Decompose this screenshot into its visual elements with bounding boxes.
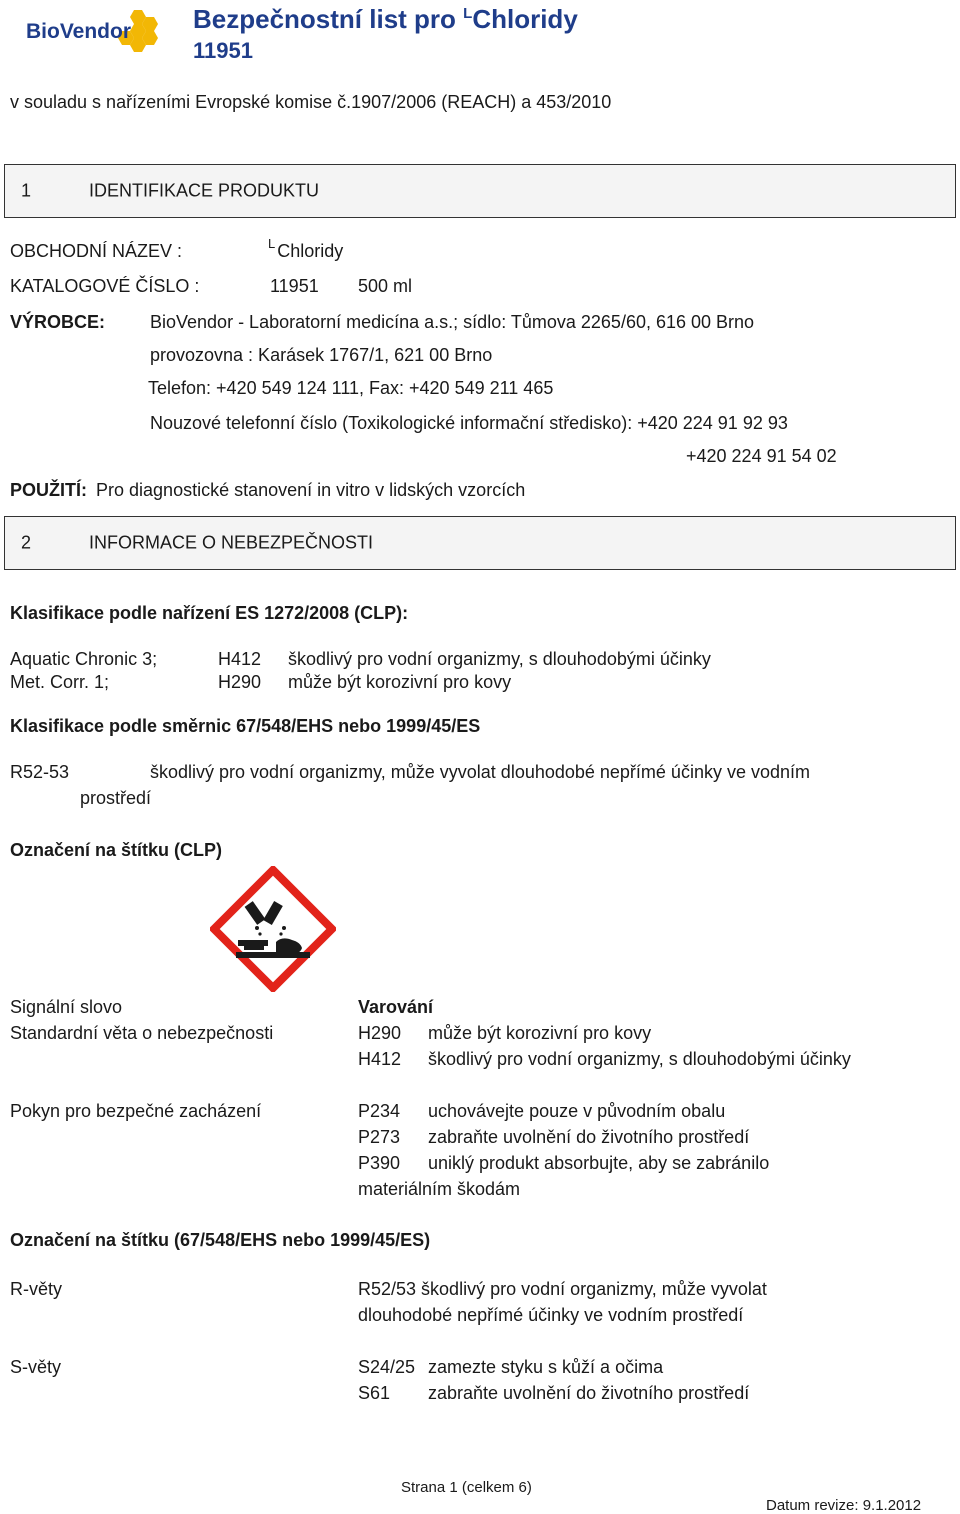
manufacturer-line5: +420 224 91 54 02 (686, 446, 837, 466)
s-code: S61 (358, 1383, 391, 1403)
revision-date: Datum revize: 9.1.2012 (766, 1497, 922, 1514)
clp-text: škodlivý pro vodní organizmy, s dlouhodobými účinky (288, 649, 711, 669)
clp-row (10, 672, 910, 696)
manufacturer-line3: Telefon: +420 549 124 111, Fax: +420 549 211 465 (148, 378, 554, 398)
dsd-heading: Klasifikace podle směrnic 67/548/EHS nebo 1999/45/ES (10, 716, 481, 736)
manufacturer-line2: provozovna : Karásek 1767/1, 621 00 Brno (150, 345, 493, 365)
clp-text: může být korozivní pro kovy (288, 672, 512, 692)
s-row (358, 1383, 918, 1407)
section2-header (4, 516, 956, 570)
title-main: Bezpečnostní list pro (193, 4, 464, 34)
r-sentences-line1: R52/53 škodlivý pro vodní organizmy, může vyvolat (358, 1279, 767, 1299)
section1-number: 1 (21, 180, 32, 201)
s-text: zamezte styku s kůží a očima (428, 1357, 664, 1377)
title-product: Chloridy (472, 4, 578, 34)
hazard-row (358, 1049, 918, 1073)
clp-code: H412 (218, 649, 262, 669)
page-title (193, 4, 578, 35)
r-sentences-line2: dlouhodobé nepřímé účinky ve vodním prostředí (358, 1305, 744, 1325)
section1-title: IDENTIFIKACE PRODUKTU (89, 180, 320, 201)
trade-name-value (268, 236, 343, 262)
r-code: R52-53 (10, 762, 70, 782)
title-number: 11951 (193, 38, 253, 63)
use-row (10, 480, 525, 501)
corrosion-pictogram-icon (210, 866, 336, 992)
r-sentences-label: R-věty (10, 1279, 63, 1299)
clp-class: Aquatic Chronic 3; (10, 649, 158, 669)
precaution-row (358, 1153, 918, 1177)
clp-class: Met. Corr. 1; (10, 672, 110, 692)
precaution-label: Pokyn pro bezpečné zacházení (10, 1101, 262, 1121)
catalog-label: KATALOGOVÉ ČÍSLO : (10, 276, 200, 296)
signal-word-value: Varování (358, 997, 434, 1017)
precaution-row (358, 1101, 918, 1125)
hazard-code: H412 (358, 1049, 402, 1069)
regulation-text: v souladu s nařízeními Evropské komise č.1907/2006 (REACH) a 453/2010 (10, 92, 612, 112)
manufacturer-line1: BioVendor - Laboratorní medicína a.s.; sídlo: Tůmova 2265/60, 616 00 Brno (150, 312, 755, 332)
clp-heading: Klasifikace podle nařízení ES 1272/2008 (CLP): (10, 603, 409, 623)
precaution-continuation: materiálním škodám (358, 1179, 521, 1199)
catalog-value: 11951 (270, 276, 319, 296)
label-clp-heading: Označení na štítku (CLP) (10, 840, 223, 860)
manufacturer-line4: Nouzové telefonní číslo (Toxikologické informační středisko): +420 224 91 92 93 (150, 413, 788, 433)
s-sentences-label: S-věty (10, 1357, 62, 1377)
manufacturer-label: VÝROBCE: (10, 312, 106, 332)
page-number: Strana 1 (celkem 6) (401, 1479, 532, 1496)
trade-name-text: Chloridy (277, 241, 344, 261)
hazard-row (358, 1023, 918, 1047)
trade-name-label: OBCHODNÍ NÁZEV : (10, 241, 183, 261)
precaution-code: P390 (358, 1153, 401, 1173)
hazard-label: Standardní věta o nebezpečnosti (10, 1023, 274, 1043)
clp-row (10, 649, 910, 673)
hazard-code: H290 (358, 1023, 402, 1043)
logo (22, 8, 162, 60)
use-value: Pro diagnostické stanovení in vitro v lidských vzorcích (96, 480, 526, 500)
precaution-text: zabraňte uvolnění do životního prostředí (428, 1127, 750, 1147)
s-code: S24/25 (358, 1357, 416, 1377)
section2-title: INFORMACE O NEBEZPEČNOSTI (89, 532, 374, 553)
logo-text: BioVendor (26, 20, 132, 43)
precaution-text: uniklý produkt absorbujte, aby se zabránilo (428, 1153, 770, 1173)
signal-word-label: Signální slovo (10, 997, 123, 1017)
title-sup: L (463, 5, 473, 22)
label-dsd-heading: Označení na štítku (67/548/EHS nebo 1999/45/ES) (10, 1230, 431, 1250)
hazard-text: škodlivý pro vodní organizmy, s dlouhodobými účinky (428, 1049, 851, 1069)
use-label: POUŽITÍ: (10, 480, 87, 500)
catalog-volume: 500 ml (358, 276, 413, 296)
r-text-line2: prostředí (80, 788, 152, 808)
clp-code: H290 (218, 672, 262, 692)
section1-header (4, 164, 956, 218)
s-text: zabraňte uvolnění do životního prostředí (428, 1383, 750, 1403)
precaution-text: uchovávejte pouze v původním obalu (428, 1101, 726, 1121)
precaution-row (358, 1127, 918, 1151)
precaution-code: P234 (358, 1101, 401, 1121)
trade-name-sup: L (268, 236, 276, 251)
r-text-line1: škodlivý pro vodní organizmy, může vyvolat dlouhodobé nepřímé účinky ve vodním (150, 762, 810, 782)
s-row (358, 1357, 918, 1381)
precaution-code: P273 (358, 1127, 401, 1147)
section2-number: 2 (21, 532, 32, 553)
hazard-text: může být korozivní pro kovy (428, 1023, 652, 1043)
